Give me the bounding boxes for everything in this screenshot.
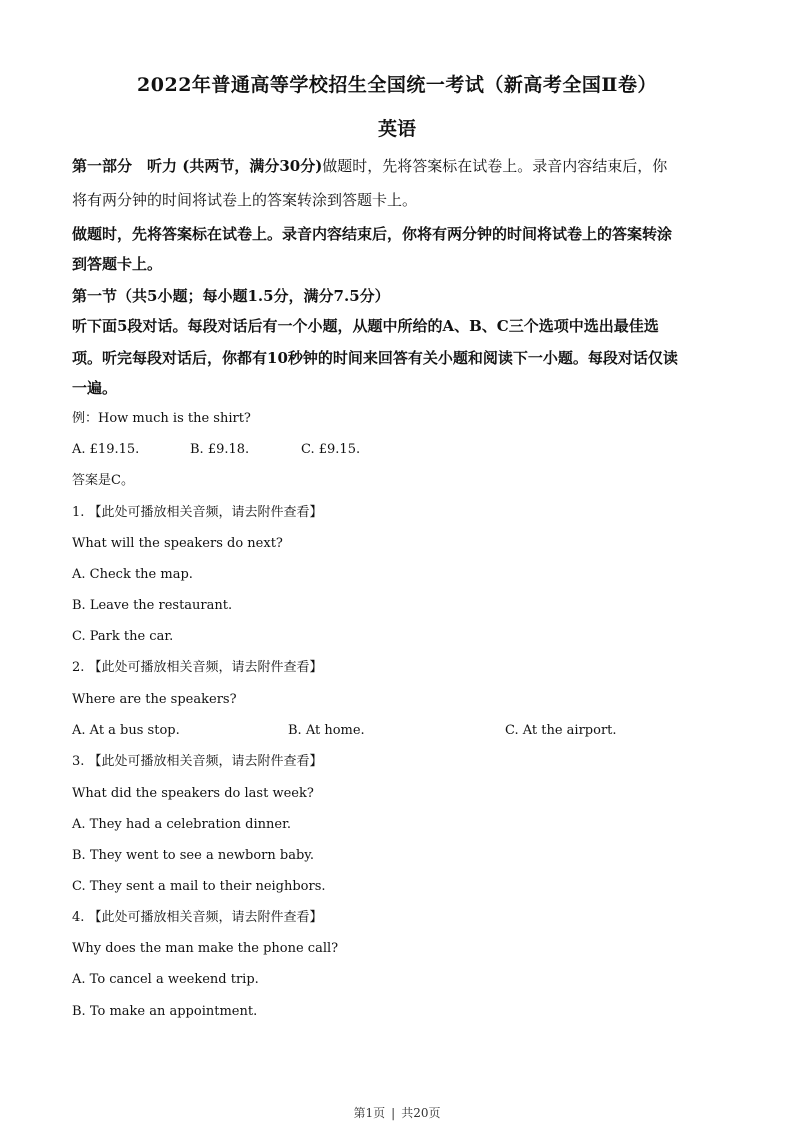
part1-intro	[72, 151, 724, 182]
q3-option-a: A. They had a celebration dinner.	[72, 817, 291, 832]
example-option-b: B. £9.18.	[190, 442, 250, 457]
q4-option-a: A. To cancel a weekend trip.	[72, 972, 259, 987]
q1-stem: What will the speakers do next?	[72, 536, 283, 551]
q1-option-b: B. Leave the restaurant.	[72, 598, 233, 613]
part1-heading: 第一部分 听力 (共两节，满分30分)	[72, 157, 323, 175]
part1-intro-line2: 将有两分钟的时间将试卷上的答案转涂到答题卡上。	[72, 191, 418, 209]
section1-heading: 第一节（共5小题；每小题1.5分，满分7.5分）	[72, 287, 390, 305]
q2-option-b: B. At home.	[288, 723, 365, 738]
q2-option-c: C. At the airport.	[505, 723, 617, 738]
q3-option-b: B. They went to see a newborn baby.	[72, 848, 315, 863]
q1-audio[interactable]: 1. 【此处可播放相关音频，请去附件查看】	[72, 505, 323, 520]
q4-stem: Why does the man make the phone call?	[72, 941, 339, 956]
part1-bold-line1: 做题时，先将答案标在试卷上。录音内容结束后，你将有两分钟的时间将试卷上的答案转涂	[72, 225, 673, 243]
q2-option-a: A. At a bus stop.	[72, 723, 180, 738]
part1-intro-line1: 做题时，先将答案标在试卷上。录音内容结束后，你	[322, 157, 668, 175]
section1-instr-line3: 一遍。	[72, 379, 118, 397]
example-question: 例：How much is the shirt?	[72, 411, 251, 426]
footer-separator: |	[391, 1106, 396, 1120]
page-total: 共20页	[401, 1106, 441, 1120]
subject-title: 英语	[377, 118, 416, 140]
example-answer: 答案是C。	[72, 473, 134, 488]
q2-audio[interactable]: 2. 【此处可播放相关音频，请去附件查看】	[72, 660, 323, 675]
q1-option-c: C. Park the car.	[72, 629, 174, 644]
q3-audio[interactable]: 3. 【此处可播放相关音频，请去附件查看】	[72, 754, 323, 769]
page-number: 第1页	[353, 1106, 386, 1120]
q3-option-c: C. They sent a mail to their neighbors.	[72, 879, 326, 894]
q4-audio[interactable]: 4. 【此处可播放相关音频，请去附件查看】	[72, 910, 323, 925]
section1-instr-line2: 项。听完每段对话后，你都有10秒钟的时间来回答有关小题和阅读下一小题。每段对话仅读	[72, 349, 678, 367]
example-option-a: A. £19.15.	[72, 442, 140, 457]
q3-stem: What did the speakers do last week?	[72, 786, 314, 801]
exam-title: 2022年普通高等学校招生全国统一考试（新高考全国Ⅱ卷）	[137, 74, 657, 96]
q4-option-b: B. To make an appointment.	[72, 1004, 258, 1019]
example-option-c: C. £9.15.	[301, 442, 361, 457]
q2-stem: Where are the speakers?	[72, 692, 237, 707]
q1-option-a: A. Check the map.	[72, 567, 193, 582]
page-footer	[0, 1104, 794, 1121]
part1-bold-line2: 到答题卡上。	[72, 255, 163, 273]
section1-instr-line1: 听下面5段对话。每段对话后有一个小题，从题中所给的A、B、C三个选项中选出最佳选	[72, 317, 659, 335]
